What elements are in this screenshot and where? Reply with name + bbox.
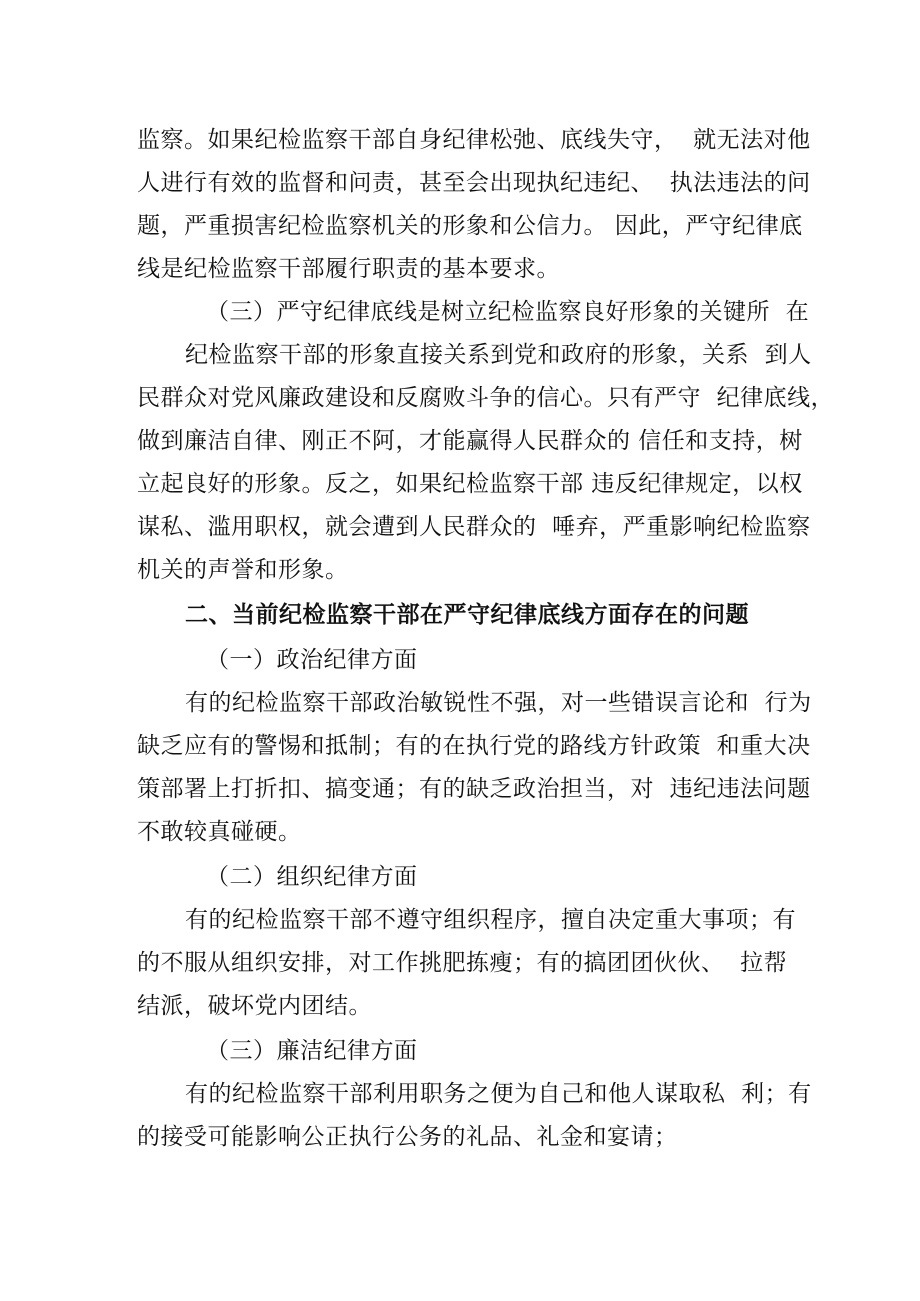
text-line: 做到廉洁自律、刚正不阿，才能赢得人民群众的 信任和支持，树 — [137, 428, 803, 454]
text-line: 立起良好的形象。反之，如果纪检监察干部 违反纪律规定，以权 — [137, 471, 803, 497]
text-line: 监察。如果纪检监察干部自身纪律松弛、底线失守， 就无法对他 — [137, 127, 811, 153]
subheading: （三）严守纪律底线是树立纪检监察良好形象的关键所 在 — [206, 299, 810, 325]
text-line: 的不服从组织安排，对工作挑肥拣瘦；有的搞团团伙伙、 拉帮 — [137, 950, 788, 976]
text-line: 有的纪检监察干部政治敏锐性不强，对一些错误言论和 行为 — [185, 690, 812, 716]
text-line: 策部署上打折扣、搞变通；有的缺乏政治担当，对 违纪违法问题 — [137, 776, 811, 802]
text-line: 有的纪检监察干部利用职务之便为自己和他人谋取私 利；有 — [185, 1081, 812, 1107]
text-line: 机关的声誉和形象。 — [137, 557, 349, 583]
text-line: 题，严重损害纪检监察机关的形象和公信力。 因此，严守纪律底 — [137, 213, 803, 239]
subheading: （三）廉洁纪律方面 — [206, 1038, 418, 1064]
text-line: 缺乏应有的警惕和抵制；有的在执行党的路线方针政策 和重大决 — [137, 733, 811, 759]
text-line: 结派，破坏党内团结。 — [137, 993, 372, 1019]
subheading: （二）组织纪律方面 — [206, 864, 418, 890]
text-line: 民群众对党风廉政建设和反腐败斗争的信心。只有严守 纪律底线， — [137, 385, 835, 411]
section-heading: 二、当前纪检监察干部在严守纪律底线方面存在的问题 — [185, 601, 749, 628]
text-line: 不敢较真碰硬。 — [137, 819, 302, 845]
text-line: 有的纪检监察干部不遵守组织程序，擅自决定重大事项；有 — [185, 907, 796, 933]
text-line: 的接受可能影响公正执行公务的礼品、礼金和宴请； — [137, 1124, 678, 1150]
text-line: 线是纪检监察干部履行职责的基本要求。 — [137, 256, 560, 282]
text-line: 人进行有效的监督和问责，甚至会出现执纪违纪、 执法违法的问 — [137, 170, 811, 196]
subheading: （一）政治纪律方面 — [206, 647, 418, 673]
text-line: 纪检监察干部的形象直接关系到党和政府的形象，关系 到人 — [185, 342, 812, 368]
text-line: 谋私、滥用职权，就会遭到人民群众的 唾弃，严重影响纪检监察 — [137, 514, 811, 540]
